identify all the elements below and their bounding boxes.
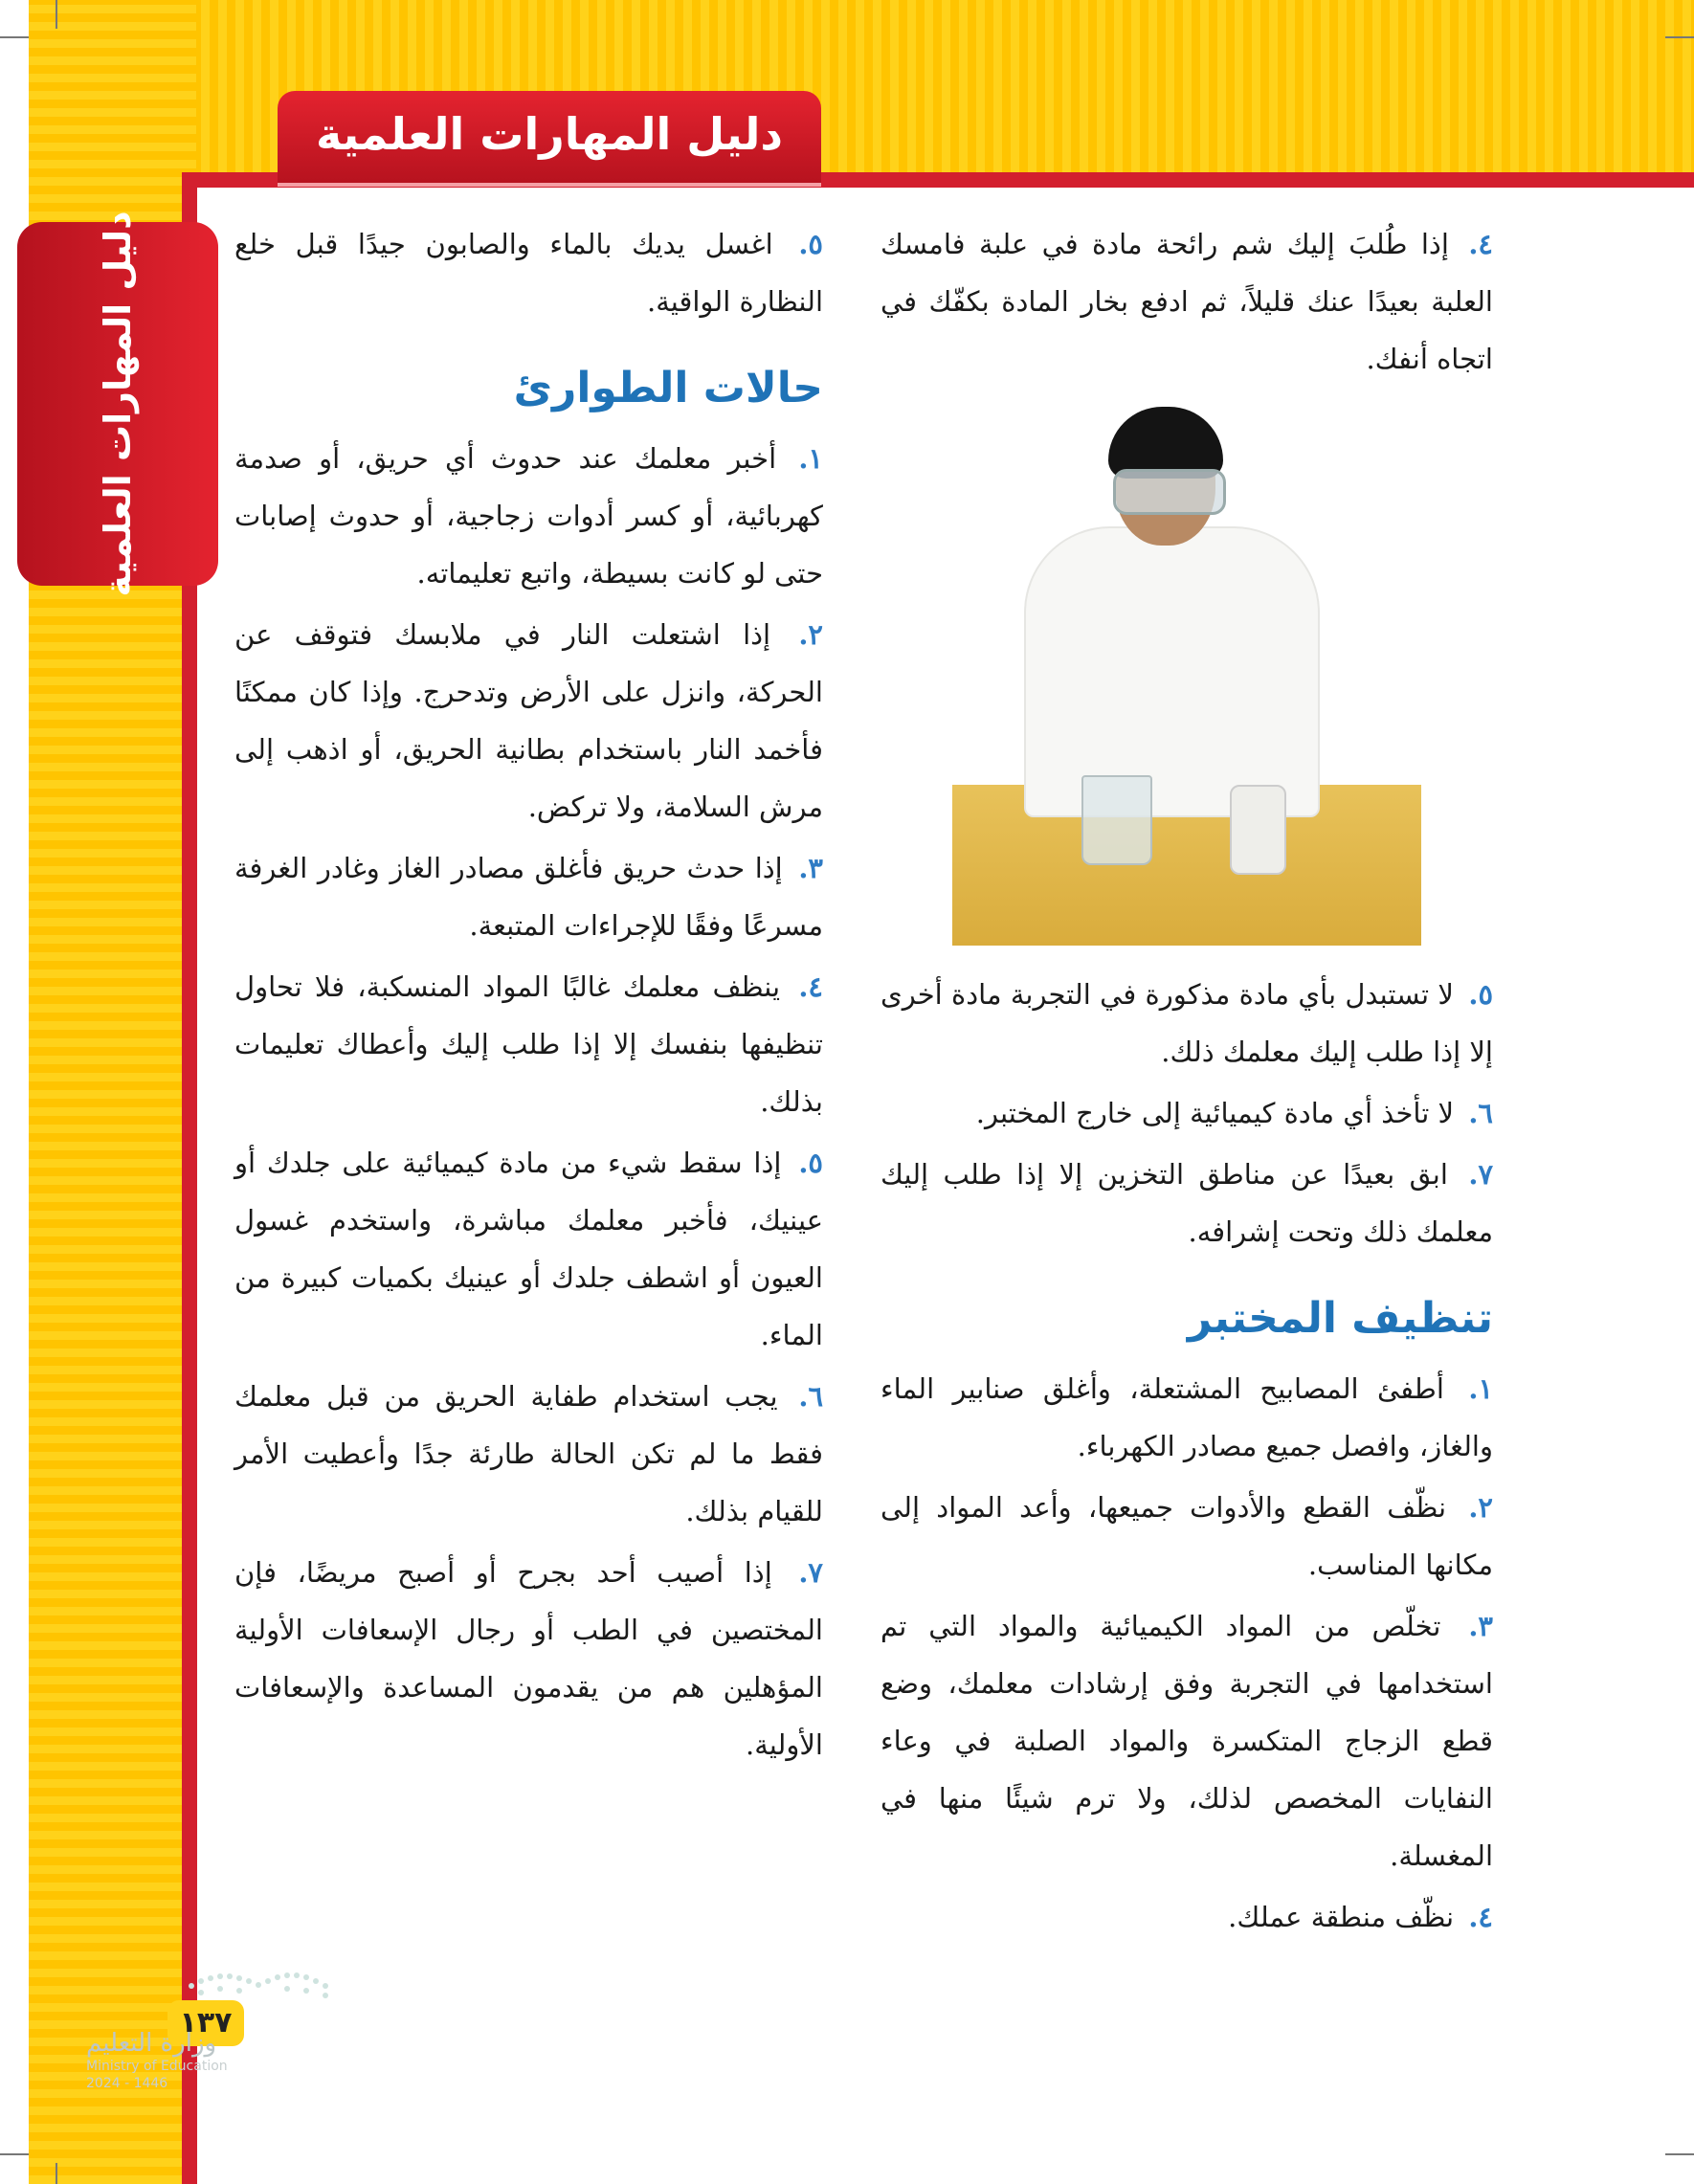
list-item	[234, 606, 823, 836]
item-text: أخبر معلمك عند حدوث أي حريق، أو صدمة كهربائية، أو كسر أدوات زجاجية، أو حدوث إصابات حتى لو كانت بسيطة، واتبع تعليماته.	[234, 442, 823, 590]
list-item	[234, 430, 823, 602]
page-header-title: دليل المهارات العلمية	[315, 108, 784, 160]
item-number: ٥.	[798, 1147, 823, 1179]
list-item	[880, 1084, 1493, 1142]
section-heading-cleanup: تنظيف المختبر	[1187, 1294, 1493, 1343]
crop-mark	[1665, 2153, 1694, 2155]
item-text: ينظف معلمك غالبًا المواد المنسكبة، فلا تحاول تنظيفها بنفسك إلا إذا طلب إليك وأعطاك تعليمات بذلك.	[234, 970, 823, 1118]
list-item	[234, 1134, 823, 1364]
item-number: ٦.	[798, 1380, 824, 1413]
item-number: ٤.	[1468, 1901, 1493, 1933]
item-text: إذا سقط شيء من مادة كيميائية على جلدك أو عينيك، فأخبر معلمك مباشرة، واستخدم غسول العيون أو اشطف جلدك أو عينيك بكميات كبيرة من الماء.	[234, 1147, 823, 1351]
beaker-icon	[1081, 775, 1152, 865]
item-number: ١.	[798, 442, 823, 475]
safety-goggles-icon	[1113, 469, 1226, 515]
list-item	[880, 1597, 1493, 1884]
ministry-subtitle-en: Ministry of Education	[86, 2059, 228, 2074]
section-heading-emergencies: حالات الطوارئ	[513, 364, 823, 412]
item-number: ١.	[1468, 1372, 1494, 1405]
item-number: ٧.	[798, 1556, 823, 1589]
list-item	[880, 966, 1493, 1081]
list-item	[234, 1368, 823, 1540]
jar-icon	[1230, 785, 1286, 875]
item-text: إذا اشتعلت النار في ملابسك فتوقف عن الحركة، وانزل على الأرض وتدحرج. وإذا كان ممكنًا فأخمد النار باستخدام بطانية الحريق، أو اذهب إلى مرش السلامة، ولا تركض.	[234, 618, 823, 823]
item-text: يجب استخدام طفاية الحريق من قبل معلمك فقط ما لم تكن الحالة طارئة جدًا وأعطيت الأمر للقيام بذلك.	[234, 1380, 823, 1527]
side-tab	[17, 211, 218, 597]
item-number: ٤.	[1468, 228, 1493, 260]
lab-student-photo	[952, 383, 1421, 946]
item-text: اغسل يديك بالماء والصابون جيدًا قبل خلع النظارة الواقية.	[234, 228, 823, 318]
ministry-name: وزارة التعليم	[86, 2029, 217, 2058]
list-item	[880, 1479, 1493, 1593]
item-text: ابق بعيدًا عن مناطق التخزين إلا إذا طلب إليك معلمك ذلك وتحت إشرافه.	[880, 1158, 1493, 1248]
item-number: ٢.	[798, 618, 823, 651]
ministry-year: 2024 - 1446	[86, 2076, 168, 2091]
list-item	[234, 958, 823, 1130]
crop-mark	[1665, 36, 1694, 38]
item-number: ٥.	[1468, 978, 1494, 1011]
crop-mark	[56, 2163, 57, 2184]
item-text: إذا أصيب أحد بجرح أو أصبح مريضًا، فإن المختصين في الطب أو رجال الإسعافات الأولية المؤهلين هم من يقدمون المساعدة والإسعافات الأولية.	[234, 1556, 823, 1761]
header-tab	[278, 91, 821, 187]
item-text: تخلّص من المواد الكيميائية والمواد التي تم استخدامها في التجربة وفق إرشادات معلمك، وضع قطع الزجاج المتكسرة والمواد الصلبة في وعاء النفايات المخصص لذلك، ولا ترم شيئًا منها في المغسلة.	[880, 1610, 1493, 1872]
item-number: ٥.	[798, 228, 823, 260]
list-item	[234, 215, 823, 330]
item-text: أطفئ المصابيح المشتعلة، وأغلق صنابير الماء والغاز، وافصل جميع مصادر الكهرباء.	[880, 1372, 1493, 1462]
list-item	[880, 215, 1493, 388]
item-number: ٤.	[798, 970, 823, 1003]
item-text: لا تستبدل بأي مادة مذكورة في التجربة مادة أخرى إلا إذا طلب إليك معلمك ذلك.	[880, 978, 1493, 1068]
list-item	[880, 1888, 1493, 1946]
left-column	[234, 215, 823, 1777]
item-number: ٣.	[1468, 1610, 1493, 1642]
list-item	[234, 1544, 823, 1773]
item-text: إذا طُلبَ إليك شم رائحة مادة في علبة فامسك العلبة بعيدًا عنك قليلاً، ثم ادفع بخار المادة بكفّك في اتجاه أنفك.	[880, 228, 1493, 375]
page-number: ١٣٧	[167, 2000, 244, 2046]
photo-lab-coat	[1024, 526, 1320, 817]
ministry-subtitle	[86, 2058, 228, 2092]
item-text: نظّف منطقة عملك.	[1228, 1901, 1455, 1933]
item-number: ٦.	[1468, 1097, 1493, 1129]
item-text: لا تأخذ أي مادة كيميائية إلى خارج المختبر.	[975, 1097, 1455, 1129]
list-item	[234, 839, 823, 954]
side-tab-label: دليل المهارات العلمية	[97, 211, 139, 597]
crop-mark	[0, 2153, 29, 2155]
photo-hair	[1108, 407, 1223, 479]
item-text: نظّف القطع والأدوات جميعها، وأعد المواد إلى مكانها المناسب.	[880, 1491, 1493, 1581]
list-item	[880, 1360, 1493, 1475]
item-number: ٧.	[1468, 1158, 1494, 1191]
item-number: ٢.	[1468, 1491, 1493, 1524]
list-item	[880, 1146, 1493, 1260]
item-number: ٣.	[798, 852, 823, 884]
crop-mark	[0, 36, 29, 38]
crop-mark	[56, 0, 57, 29]
item-text: إذا حدث حريق فأغلق مصادر الغاز وغادر الغرفة مسرعًا وفقًا للإجراءات المتبعة.	[234, 852, 823, 942]
